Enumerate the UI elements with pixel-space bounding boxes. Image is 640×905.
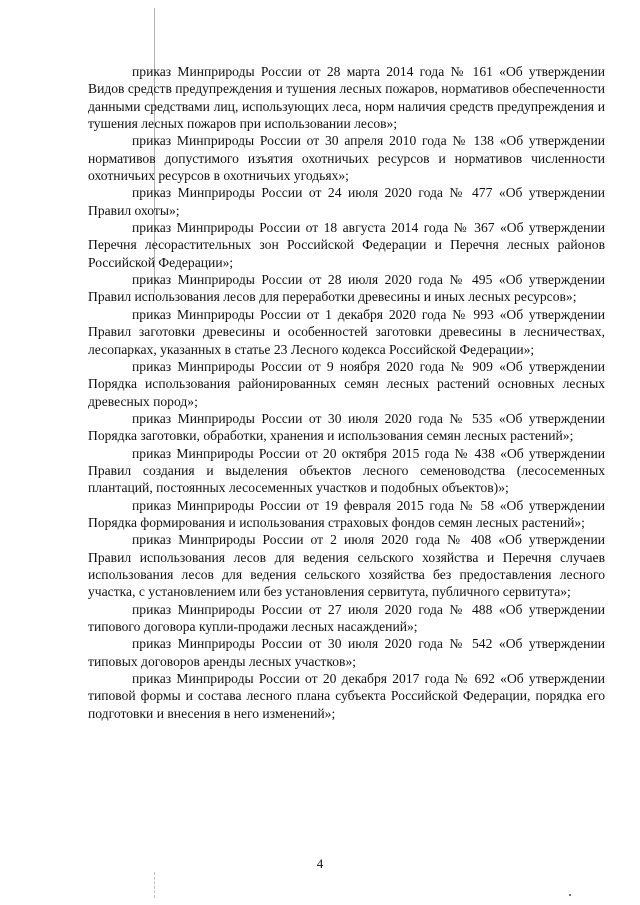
order-paragraph: приказ Минприроды России от 18 августа 2014 года № 367 «Об утверждении Перечня лесорастительных зон Российской Федерации и Перечня лесных районов Российской Федерации»; <box>88 220 605 270</box>
order-paragraph: приказ Минприроды России от 9 ноября 2020 года № 909 «Об утверждении Порядка использования районированных семян лесных растений основных лесных древесных пород»; <box>88 358 605 409</box>
order-paragraph: приказ Минприроды России от 19 февраля 2015 года № 58 «Об утверждении Порядка формирования и использования страховых фондов семян лесных растений»; <box>88 497 605 530</box>
order-paragraph: приказ Минприроды России от 28 июля 2020 года № 495 «Об утверждении Правил использования лесов для переработки древесины и иных лесных ресурсов»; <box>88 272 605 305</box>
order-paragraph: приказ Минприроды России от 30 июля 2020 года № 535 «Об утверждении Порядка заготовки, обработки, хранения и использования семян лесных растений»; <box>88 410 605 444</box>
order-paragraph: приказ Минприроды России от 28 марта 2014 года № 161 «Об утверждении Видов средств предупреждения и тушения лесных пожаров, нормативов обеспеченности данными средствами лиц, использующих леса, норм наличия средств предупреждения и тушения лесных пожаров при использовании лесов»; <box>88 64 605 132</box>
order-paragraph: приказ Минприроды России от 2 июля 2020 года № 408 «Об утверждении Правил использования лесов для ведения сельского хозяйства и Перечня случаев использования лесов для ведения сельского хозяйства без предоставления лесного участка, с установлением или без установления сервитута, публичного сервитута»; <box>88 532 605 600</box>
order-paragraph: приказ Минприроды России от 20 декабря 2017 года № 692 «Об утверждении типовой формы и состава лесного плана субъекта Российской Федерации, порядка его подготовки и внесения в него изменений»; <box>88 671 605 721</box>
order-paragraph: приказ Минприроды России от 20 октября 2015 года № 438 «Об утверждении Правил создания и выделения объектов лесного семеноводства (лесосеменных плантаций, постоянных лесосеменных участков и подобных объектов)»; <box>88 445 605 496</box>
order-paragraph: приказ Минприроды России от 30 апреля 2010 года № 138 «Об утверждении нормативов допустимого изъятия охотничьих ресурсов и нормативов численности охотничьих ресурсов в охотничьих угодьях»; <box>88 133 605 184</box>
order-paragraph: приказ Минприроды России от 1 декабря 2020 года № 993 «Об утверждении Правил заготовки древесины и особенностей заготовки древесины в лесничествах, лесопарках, указанных в статье 23 Лесного кодекса Российской Федерации»; <box>88 306 605 357</box>
order-paragraph: приказ Минприроды России от 27 июля 2020 года № 488 «Об утверждении типового договора купли-продажи лесных насаждений»; <box>88 601 605 634</box>
order-paragraph: приказ Минприроды России от 30 июля 2020 года № 542 «Об утверждении типовых договоров аренды лесных участков»; <box>88 636 605 669</box>
page-number: 4 <box>316 856 324 871</box>
scan-speck <box>569 894 571 896</box>
scan-artifact-line-bottom <box>154 872 155 898</box>
order-paragraph: приказ Минприроды России от 24 июля 2020 года № 477 «Об утверждении Правил охоты»; <box>88 185 605 218</box>
document-body <box>88 63 605 722</box>
